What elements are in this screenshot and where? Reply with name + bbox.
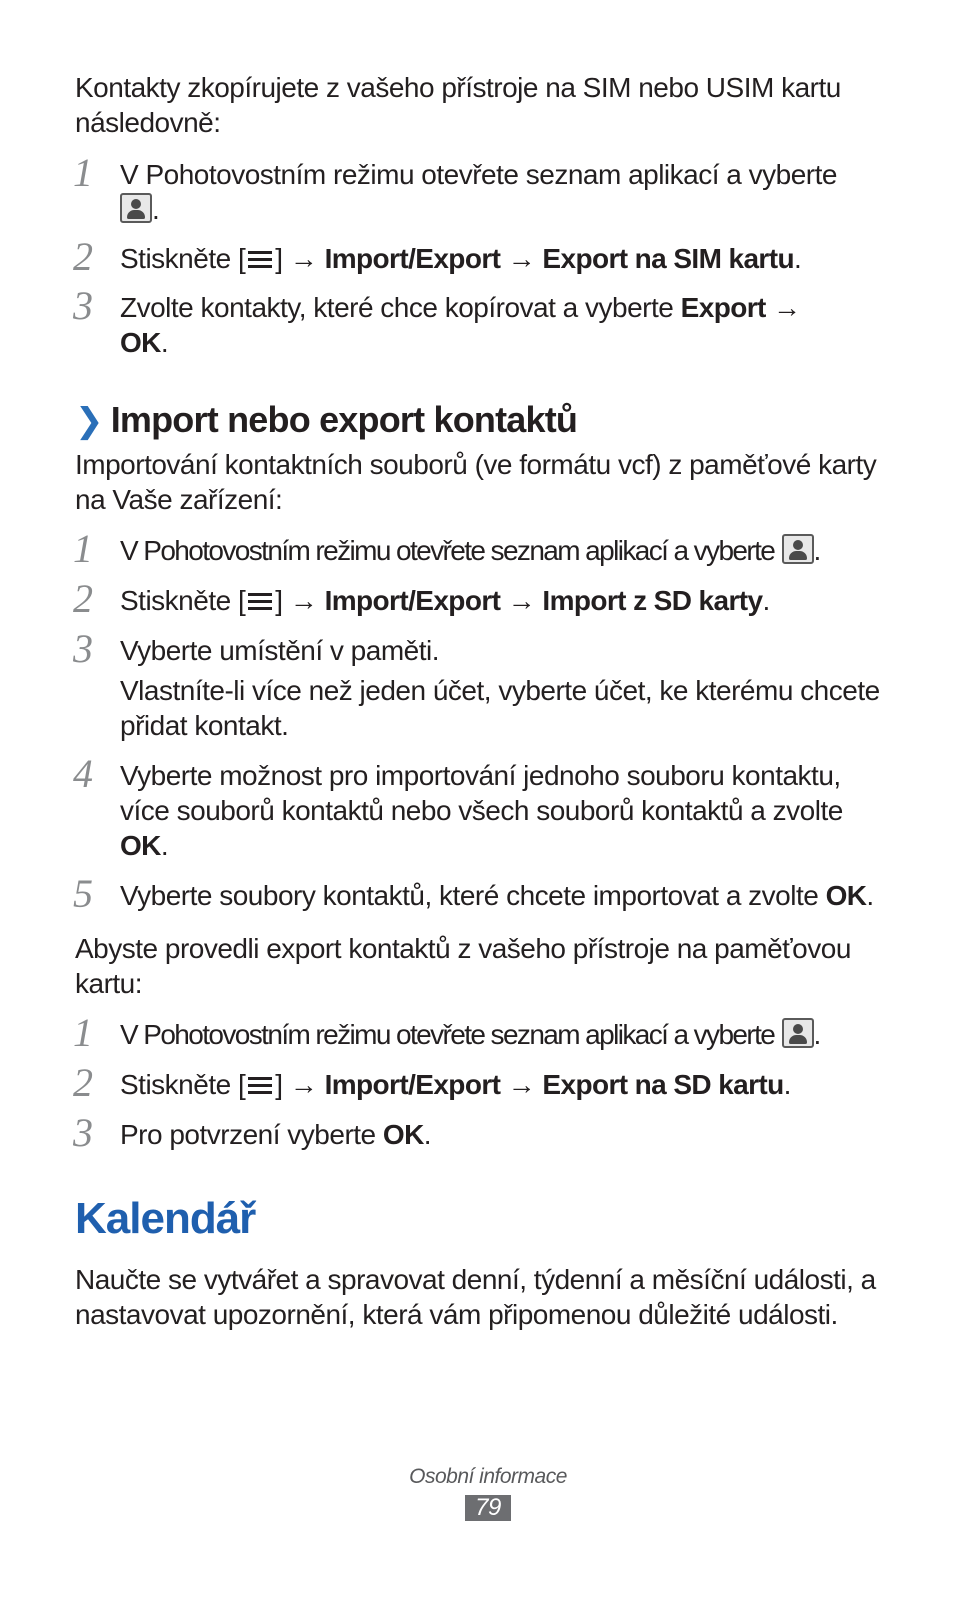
contacts-icon: [120, 193, 152, 223]
step-number: 1: [73, 150, 93, 195]
import-step-5: 5 Vyberte soubory kontaktů, které chcete importovat a zvolte OK.: [73, 871, 874, 916]
calendar-heading: Kalendář: [75, 1194, 256, 1243]
import-step-3: 3 Vyberte umístění v paměti. Vlastníte-li více než jeden účet, vyberte účet, ke kterému chcete přidat kontakt.: [75, 633, 895, 743]
step-number: 1: [73, 526, 93, 571]
menu-option-import-sd: Import z SD karty: [542, 585, 763, 616]
menu-option-import-export: Import/Export: [324, 1069, 501, 1100]
menu-option-export-sd: Export na SD kartu: [542, 1069, 784, 1100]
option-ok: OK: [120, 830, 161, 861]
step-number: 3: [73, 626, 93, 671]
step-note: Vlastníte-li více než jeden účet, vyberte účet, ke kterému chcete přidat kontakt.: [120, 675, 880, 741]
menu-key-icon: [245, 590, 275, 612]
step-text: V Pohotovostním režimu otevřete seznam aplikací a vyberte: [120, 535, 775, 566]
manual-page: [75, 70, 895, 1332]
step-number: 3: [73, 283, 93, 328]
step-number: 2: [73, 1060, 93, 1105]
import-step-4: 4 Vyberte možnost pro importování jednoho souboru kontaktu, více souborů kontaktů nebo všech souborů kontaktů a zvolte OK.: [73, 751, 843, 861]
contacts-icon: [782, 534, 814, 564]
menu-option-import-export: Import/Export: [324, 243, 501, 274]
intro-export-paragraph: Abyste provedli export kontaktů z vašeho přístroje na paměťovou kartu:: [75, 933, 851, 999]
step-number: 3: [73, 1110, 93, 1155]
step-number: 4: [73, 751, 93, 796]
export-step-3: 3 Pro potvrzení vyberte OK.: [73, 1110, 431, 1155]
import-step-2: 2 Stiskněte [ ] → Import/Export → Import z SD karty.: [73, 576, 770, 621]
calendar-paragraph: Naučte se vytvářet a spravovat denní, týdenní a měsíční události, a nastavovat upozornění, která vám připomenou důležité události.: [75, 1264, 876, 1330]
chevron-right-icon: ❯: [75, 402, 103, 440]
page-footer: [0, 1465, 976, 1521]
menu-key-icon: [245, 248, 275, 270]
menu-option-import-export: Import/Export: [324, 585, 501, 616]
menu-key-icon: [245, 1074, 275, 1096]
export-step-1: 1 V Pohotovostním režimu otevřete seznam aplikací a vyberte .: [73, 1010, 821, 1055]
step-text: V Pohotovostním režimu otevřete seznam aplikací a vyberte: [120, 159, 837, 190]
sim-step-3: 3 Zvolte kontakty, které chce kopírovat a vyberte Export → OK.: [73, 283, 801, 358]
option-ok: OK: [120, 327, 161, 358]
option-export: Export: [680, 292, 766, 323]
sim-step-2: 2 Stiskněte [ ] → Import/Export → Export na SIM kartu.: [73, 234, 802, 279]
step-number: 5: [73, 871, 93, 916]
export-steps-list: [73, 1010, 895, 1155]
intro-sim-paragraph: Kontakty zkopírujete z vašeho přístroje na SIM nebo USIM kartu následovně:: [75, 72, 841, 138]
step-number: 2: [73, 234, 93, 279]
page-number-badge: 79: [465, 1495, 511, 1521]
contacts-icon: [782, 1018, 814, 1048]
export-step-2: 2 Stiskněte [ ] → Import/Export → Export na SD kartu.: [73, 1060, 791, 1105]
import-step-1: 1 V Pohotovostním režimu otevřete seznam aplikací a vyberte .: [73, 526, 821, 571]
step-number: 2: [73, 576, 93, 621]
option-ok: OK: [825, 880, 867, 911]
step-number: 1: [73, 1010, 93, 1055]
footer-section-label: Osobní informace: [409, 1465, 567, 1488]
menu-option-export-sim: Export na SIM kartu: [542, 243, 794, 274]
section-title: ❯ Import nebo export kontaktů: [75, 399, 578, 440]
import-steps-list: [73, 526, 895, 916]
sim-steps-list: [73, 150, 895, 360]
sim-step-1: 1 V Pohotovostním režimu otevřete seznam aplikací a vyberte .: [73, 150, 837, 225]
step-text: V Pohotovostním režimu otevřete seznam aplikací a vyberte: [120, 1019, 775, 1050]
intro-import-paragraph: Importování kontaktních souborů (ve formátu vcf) z paměťové karty na Vaše zařízení:: [75, 449, 877, 515]
option-ok: OK: [382, 1119, 424, 1150]
